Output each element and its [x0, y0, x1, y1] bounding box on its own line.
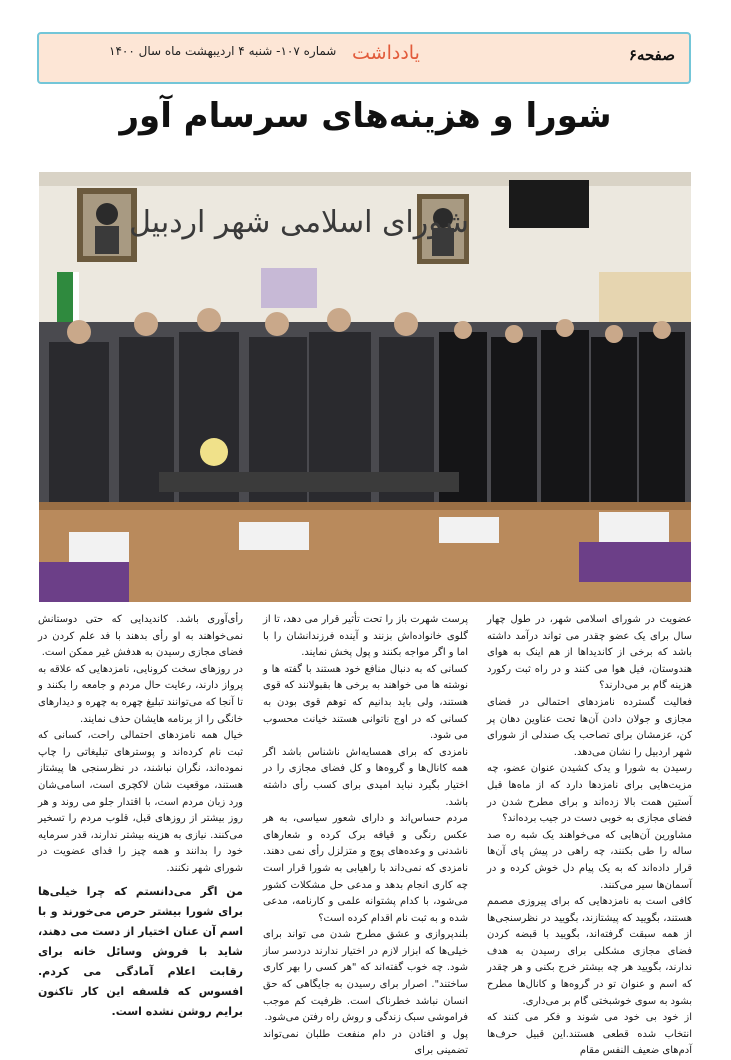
paragraph: خیال همه نامزدهای احتمالی راحت، کسانی که ثبت نام کرده‌اند و پوسترهای تبلیغاتی را چاپ نموده‌اند، نگران نباشند، در نظرسنجی ها پیشتاز هستند، موقعیت شان لاکچری است، اسامی‌شان ورد زبان مردم است، با اقتدار جلو می روند و هر روز بیشتر از روزهای قبل، قلوب مردم را تسخیر می‌کنند. نیازی به هزینه بیشتر ندارند، قدر سرمایه خود را بدانند و همه چیز را فدای عضویت در شورای شهر نکنند. [38, 730, 243, 874]
paragraph: در روزهای سخت کرونایی، نامزدهایی که علاقه به پرواز دارند، رعایت حال مردم و جامعه را بکنند و تا آنجا که می‌توانند تبلیغ چهره به چهره و دیدارهای خانگی را از برنامه هایشان حذف نمایند. [38, 663, 243, 725]
closing-paragraph: من اگر می‌دانستم که چرا خیلی‌ها برای شورا بیشتر حرص می‌خورند و با اسم آن عنان اختیار از دست می دهند، شاید با فروش وسائل خانه برای رقابت اعلام آمادگی می کردم. افسوس که فلسفه این کار تاکنون برایم روشن نشده است. [38, 884, 243, 1018]
page-header [37, 32, 691, 84]
page-number: صفحه۶ [628, 46, 675, 64]
paragraph: نامزدی که برای همسایه‌اش ناشناس باشد اگر همه کانال‌ها و گروه‌ها و کل فضای مجازی را در اختیار بگیرد نباید امیدی برای کسب رأی داشته باشد. [263, 746, 468, 808]
paragraph: مشاورین آن‌هایی که می‌خواهند یک شبه ره صد ساله را طی بکنند، چه راهی در پیش پای آن‌ها قرار داده‌اند که به یک پیام دل خوش کرده و در آسمان‌ها سیر می‌کنند. [487, 829, 692, 891]
issue-info: شماره ۱۰۷- شنبه ۴ اردیبهشت ماه سال ۱۴۰۰ [109, 44, 337, 58]
section-title: یادداشت [352, 42, 420, 64]
paragraph: فعالیت گسترده نامزدهای احتمالی در فضای مجازی و جولان دادن آن‌ها تحت عناوین دهان پر کن، عزمشان برای تصاحب یک صندلی از شورای شهر اردبیل را نشان می‌دهد. [487, 696, 692, 758]
paragraph: کافی است به نامزدهایی که برای پیروزی مصمم هستند، بگویید که پیشتازند، بگویید در نظرسنجی‌ها از همه سبقت گرفته‌اند، بگویید با قبضه کردن فضای مجازی مشکلی برای رسیدن به هدف ندارند، بگویید هر چه بیشتر خرج بکنی و هر چقدر که اسم و عنوان تو در گروه‌ها و کانال‌ها مطرح بشود به سوی خوشبختی گام بر می‌داری. [487, 896, 692, 1007]
article-body [38, 612, 692, 1057]
column-right [487, 612, 692, 1060]
paragraph: از خود بی خود می شوند و فکر می کنند که انتخاب شده قطعی هستند.این قبیل حرف‌ها آدم‌های ضعیف النفس مقام [487, 1012, 692, 1057]
paragraph: رسیدن به شورا و یدک کشیدن عنوان عضو، چه مزیت‌هایی برای نامزدها دارد که از ماه‌ها قبل آستین همت بالا زده‌اند و برای مطرح شدن در فضای مجازی به خوبی دست در جیب برده‌اند؟ [487, 763, 692, 825]
paragraph: مردم حساس‌اند و دارای شعور سیاسی، به هر عکس رنگی و قیافه برک کرده و شعارهای ناشدنی و وعده‌های پوچ و متزلزل رأی نمی دهند. نامزدی که نمی‌داند با راهیابی به شورا قرار است چه کاری انجام بدهد و مدعی حل مشکلات کشور می‌شود، با کدام پشتوانه علمی و کارنامه، مدعی شده و به ثبت نام اقدام کرده است؟ [263, 813, 468, 924]
paragraph: پول و افتادن در دام منفعت طلبان نمی‌تواند تضمینی برای [263, 1028, 468, 1057]
paragraph: رأی‌آوری باشد. کاندیدایی که حتی دوستانش نمی‌خواهند به او رأی بدهند با فد علم کردن در فضای مجازی رسیدن به هدفش غیر ممکن است. [38, 614, 243, 659]
column-middle [263, 612, 468, 1060]
column-left [38, 612, 243, 1022]
headline: شورا و هزینه‌های سرسام آور [119, 96, 612, 136]
paragraph: پرست شهرت باز را تحت تأثیر قرار می دهد، تا از گلوی خانواده‌اش بزنند و آینده فرزندانشان را با اما و اگر مواجه بکنند و پول پخش نمایند. [263, 614, 468, 659]
wall-banner-text: شورای اسلامی شهر اردبیل [129, 205, 469, 240]
paragraph: بلندپروازی و عشق مطرح شدن می تواند برای خیلی‌ها که ابزار لازم در اختیار ندارند دردسر ساز شود. چه خوب گفته‌اند که "هر کسی را بهر کاری ساختند". اصرار برای رسیدن به جایگاهی که حق انسان نباشد خطرناک است. ظرفیت کم موجب فراموشی سبک زندگی و روش راه رفتن می‌شود. [263, 929, 468, 1024]
article-photo [39, 172, 691, 602]
paragraph: عضویت در شورای اسلامی شهر، در طول چهار سال برای یک عضو چقدر می تواند درآمد داشته باشد که برخی از کاندیداها از هم اینک به هوای هندوستان، فیل هوا می کنند و در راه ثبت رکورد هزینه گام بر می‌دارند؟ [487, 614, 692, 692]
paragraph: کسانی که به دنبال منافع خود هستند با گفته ها و نوشته ها می خواهند به برخی ها بقبولانند که قوی هستند، ولی باید بدانیم که توهم قوی بودن به کسانی که در اوج ناتوانی هستند خیانت محسوب می شود. [263, 663, 468, 742]
